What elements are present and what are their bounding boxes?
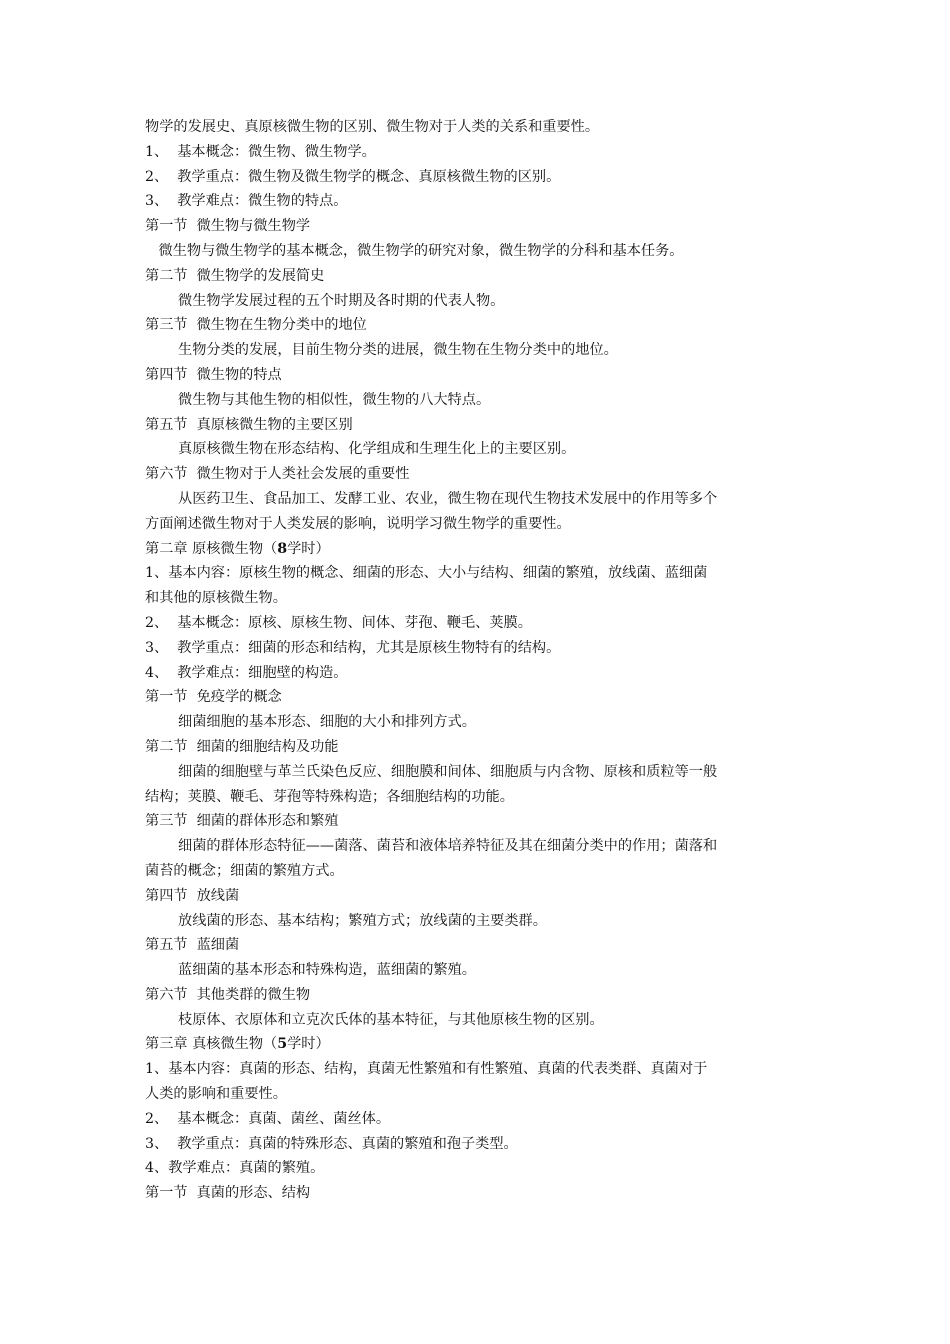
text-line	[145, 1132, 815, 1157]
line-text: 1、基本内容：真菌的形态、结构，真菌无性繁殖和有性繁殖、真菌的代表类群、真菌对于	[145, 1061, 708, 1078]
text-line	[145, 735, 815, 760]
text-line	[145, 933, 815, 958]
text-line	[145, 1008, 815, 1033]
line-text: 第一节 真菌的形态、结构	[145, 1185, 311, 1202]
hours-number: 8	[277, 540, 288, 557]
line-text: 第四节 微生物的特点	[145, 366, 282, 383]
line-text: 和其他的原核微生物。	[145, 590, 287, 607]
line-text: 2、 基本概念：真菌、菌丝、菌丝体。	[145, 1110, 391, 1127]
text-line	[145, 1107, 815, 1132]
line-text: 2、 基本概念：原核、原核生物、间体、芽孢、鞭毛、荚膜。	[145, 614, 532, 631]
line-text: 蓝细菌的基本形态和特殊构造，蓝细菌的繁殖。	[178, 962, 476, 979]
line-text: 2、 教学重点：微生物及微生物学的概念、真原核微生物的区别。	[145, 168, 561, 185]
line-text: 细菌的细胞壁与革兰氏染色反应、细胞膜和间体、细胞质与内含物、原核和质粒等一般	[178, 763, 718, 780]
line-text: 结构；荚膜、鞭毛、芽孢等特殊构造；各细胞结构的功能。	[145, 788, 514, 805]
text-line	[145, 512, 815, 537]
text-line	[145, 189, 815, 214]
text-line	[145, 214, 815, 239]
line-text: 第四节 放线菌	[145, 887, 240, 904]
line-text: 3、 教学重点：细菌的形态和结构，尤其是原核生物特有的结构。	[145, 639, 561, 656]
line-text: 物学的发展史、真原核微生物的区别、微生物对于人类的关系和重要性。	[145, 119, 600, 135]
text-line	[145, 338, 815, 363]
line-text: 4、教学难点：真菌的繁殖。	[145, 1160, 325, 1177]
line-text: 菌苔的概念；细菌的繁殖方式。	[145, 862, 344, 879]
text-line	[145, 611, 815, 636]
line-text: 3、 教学重点：真菌的特殊形态、真菌的繁殖和孢子类型。	[145, 1135, 518, 1152]
text-line	[145, 661, 815, 686]
line-text: 第三节 微生物在生物分类中的地位	[145, 317, 367, 334]
text-line	[145, 909, 815, 934]
line-text: 第三节 细菌的群体形态和繁殖	[145, 813, 339, 830]
line-text: 放线菌的形态、基本结构；繁殖方式；放线菌的主要类群。	[178, 912, 547, 929]
line-text: 第六节 微生物对于人类社会发展的重要性	[145, 466, 410, 483]
document-page	[145, 115, 815, 1206]
text-line	[145, 636, 815, 661]
line-text: 微生物与微生物学的基本概念，微生物学的研究对象，微生物学的分科和基本任务。	[145, 242, 684, 259]
line-text: 微生物学发展过程的五个时期及各时期的代表人物。	[178, 292, 505, 309]
text-line	[145, 289, 815, 314]
text-line	[145, 413, 815, 438]
text-line	[145, 1082, 815, 1107]
text-line	[145, 809, 815, 834]
text-line	[145, 437, 815, 462]
line-text: 第三章 真核微生物（	[145, 1036, 278, 1053]
text-line	[145, 1156, 815, 1181]
line-text: 第二节 微生物学的发展简史	[145, 267, 325, 284]
text-line	[145, 165, 815, 190]
text-line	[145, 363, 815, 388]
text-line	[145, 1181, 815, 1206]
text-line	[145, 462, 815, 487]
line-text: 微生物与其他生物的相似性，微生物的八大特点。	[178, 391, 491, 408]
text-line	[145, 487, 815, 512]
text-line	[145, 834, 815, 859]
line-text: 1、基本内容：原核生物的概念、细菌的形态、大小与结构、细菌的繁殖，放线菌、蓝细菌	[145, 565, 708, 582]
text-line	[145, 115, 815, 140]
text-line	[145, 1057, 815, 1082]
text-line	[145, 388, 815, 413]
line-text: 生物分类的发展，目前生物分类的进展，微生物在生物分类中的地位。	[178, 342, 618, 359]
hours-number: 5	[277, 1036, 288, 1053]
text-line	[145, 785, 815, 810]
line-text: 第一节 微生物与微生物学	[145, 218, 311, 235]
line-text: 学时）	[287, 540, 330, 557]
text-line	[145, 537, 815, 562]
line-text: 枝原体、衣原体和立克次氏体的基本特征，与其他原核生物的区别。	[178, 1011, 604, 1028]
line-text: 第一节 免疫学的概念	[145, 689, 282, 706]
line-text: 第二章 原核微生物（	[145, 540, 278, 557]
text-line	[145, 140, 815, 165]
line-text: 真原核微生物在形态结构、化学组成和生理生化上的主要区别。	[178, 441, 576, 458]
line-text: 3、 教学难点：微生物的特点。	[145, 193, 348, 210]
line-text: 第六节 其他类群的微生物	[145, 986, 311, 1003]
text-line	[145, 983, 815, 1008]
line-text: 第二节 细菌的细胞结构及功能	[145, 738, 339, 755]
line-text: 从医药卫生、食品加工、发酵工业、农业，微生物在现代生物技术发展中的作用等多个	[178, 490, 718, 507]
line-text: 方面阐述微生物对于人类发展的影响，说明学习微生物学的重要性。	[145, 515, 571, 532]
line-text: 细菌的群体形态特征——菌落、菌苔和液体培养特征及其在细菌分类中的作用；菌落和	[178, 838, 718, 855]
text-line	[145, 264, 815, 289]
text-line	[145, 586, 815, 611]
text-line	[145, 958, 815, 983]
line-text: 人类的影响和重要性。	[145, 1086, 287, 1103]
line-text: 1、 基本概念：微生物、微生物学。	[145, 143, 376, 160]
text-line	[145, 239, 815, 264]
text-line	[145, 1032, 815, 1057]
text-line	[145, 561, 815, 586]
text-line	[145, 884, 815, 909]
text-line	[145, 685, 815, 710]
line-text: 第五节 真原核微生物的主要区别	[145, 416, 353, 433]
text-line	[145, 313, 815, 338]
line-text: 细菌细胞的基本形态、细胞的大小和排列方式。	[178, 714, 476, 731]
line-text: 第五节 蓝细菌	[145, 937, 240, 954]
line-text: 学时）	[287, 1036, 330, 1053]
text-line	[145, 760, 815, 785]
text-line	[145, 710, 815, 735]
text-line	[145, 859, 815, 884]
line-text: 4、 教学难点：细胞壁的构造。	[145, 664, 348, 681]
